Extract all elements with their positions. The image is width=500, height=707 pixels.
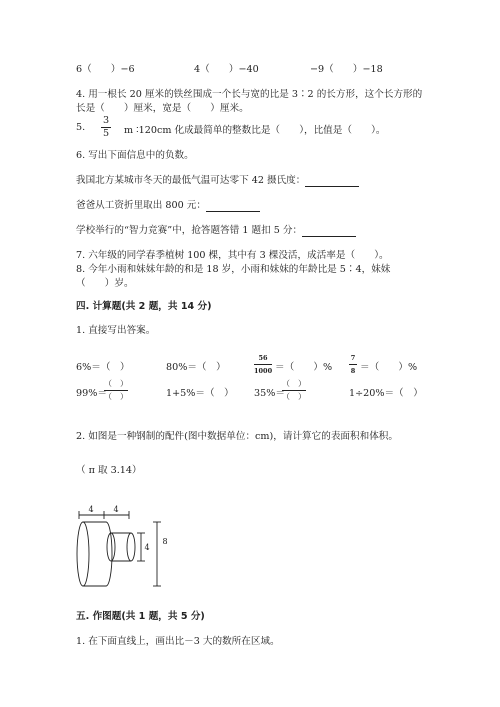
- section4-q1: 1. 直接写出答案。: [76, 325, 156, 336]
- q6-answer-blank-c[interactable]: [302, 225, 356, 237]
- calc-r1-c-fraction: [254, 353, 272, 376]
- calc-r1-d-num: 7: [350, 354, 356, 362]
- steel-part-figure: [73, 503, 183, 593]
- calc-r1-c-rest: ＝（ ）%: [275, 362, 333, 373]
- calc-r2-d: 1÷20%＝（ ）: [349, 388, 423, 399]
- section5-q1: 1. 在下面直线上，画出比－3 大的数所在区域。: [76, 636, 280, 647]
- fig-label-w2: 4: [113, 505, 119, 514]
- q7-text: 7. 六年级的同学春季植树 100 棵，其中有 3 棵没活，成活率是（ ）。: [76, 250, 389, 261]
- q4-line2: 长是（ ）厘米，宽是（ ）厘米。: [76, 103, 249, 114]
- calc-r1-d-rest: ＝（ ）%: [360, 362, 418, 373]
- calc-r2-a-pre: 99%＝: [76, 388, 107, 399]
- calc-r1-c-num: 56: [258, 354, 268, 362]
- q5-number: 5.: [76, 122, 86, 133]
- q6-item-c-text: 学校举行的“智力竞赛”中，抢答题答错 1 题扣 5 分：: [76, 225, 303, 236]
- section5-title: 五. 作图题(共 1 题，共 5 分): [76, 611, 205, 622]
- q5-fraction-numerator: 3: [102, 115, 110, 126]
- calc-r1-b: 80%＝（ ）: [166, 362, 226, 373]
- fig-label-w1: 4: [88, 505, 94, 514]
- q5-fraction-denominator: 5: [102, 128, 110, 139]
- calc-r1-d-den: 8: [350, 367, 356, 375]
- calc-r2-a-fraction: [104, 379, 128, 402]
- calc-r2-c-fraction: [282, 379, 306, 402]
- q5-fraction: [101, 116, 111, 139]
- q6-item-a: [76, 172, 359, 187]
- q6-answer-blank-a[interactable]: [305, 175, 359, 187]
- q6-item-b-text: 爸爸从工资折里取出 800 元：: [76, 200, 206, 211]
- calc-r2-b: 1+5%＝（ ）: [166, 388, 234, 399]
- calc-r2-c-num: （ ）: [282, 379, 306, 388]
- compare-item-2: 4（ ）−40: [194, 64, 259, 75]
- q6-item-b: [76, 197, 260, 212]
- q5-text: m ∶120cm 化成最简单的整数比是（ ），比值是（ ）。: [124, 125, 386, 136]
- calc-r1-c-den: 1000: [254, 367, 273, 375]
- calc-r2-c-den: （ ）: [282, 392, 306, 401]
- fig-label-d-big: 8: [162, 537, 168, 546]
- calc-r2-c-pre: 35%＝: [254, 388, 285, 399]
- calc-r1-d-fraction: [349, 353, 357, 376]
- calc-r2-a-den: （ ）: [104, 392, 128, 401]
- calc-r1-a: 6%＝（ ）: [76, 362, 130, 373]
- calc-r2-a-num: （ ）: [104, 379, 128, 388]
- section4-q2: 2. 如图是一种钢制的配件(图中数据单位：cm)，请计算它的表面积和体积。: [76, 431, 398, 442]
- fig-label-d-small: 4: [144, 543, 150, 552]
- q6-item-c: [76, 222, 356, 237]
- pi-note: （ π 取 3.14）: [76, 465, 142, 476]
- section4-title: 四. 计算题(共 2 题，共 14 分): [76, 301, 212, 312]
- compare-item-1: 6（ ）−6: [76, 64, 135, 75]
- q4-line1: 4. 用一根长 20 厘米的铁丝围成一个长与宽的比是 3∶2 的长方形，这个长方形的: [76, 89, 423, 100]
- q6-answer-blank-b[interactable]: [206, 200, 260, 212]
- q8-line1: 8. 今年小雨和妹妹年龄的和是 18 岁，小雨和妹妹的年龄比是 5∶4，妹妹: [76, 264, 391, 275]
- q6-item-a-text: 我国北方某城市冬天的最低气温可达零下 42 摄氏度：: [76, 175, 306, 186]
- q8-line2: （ ）岁。: [76, 278, 134, 289]
- q6-title: 6. 写出下面信息中的负数。: [76, 150, 194, 161]
- compare-item-3: −9（ ）−18: [310, 64, 383, 75]
